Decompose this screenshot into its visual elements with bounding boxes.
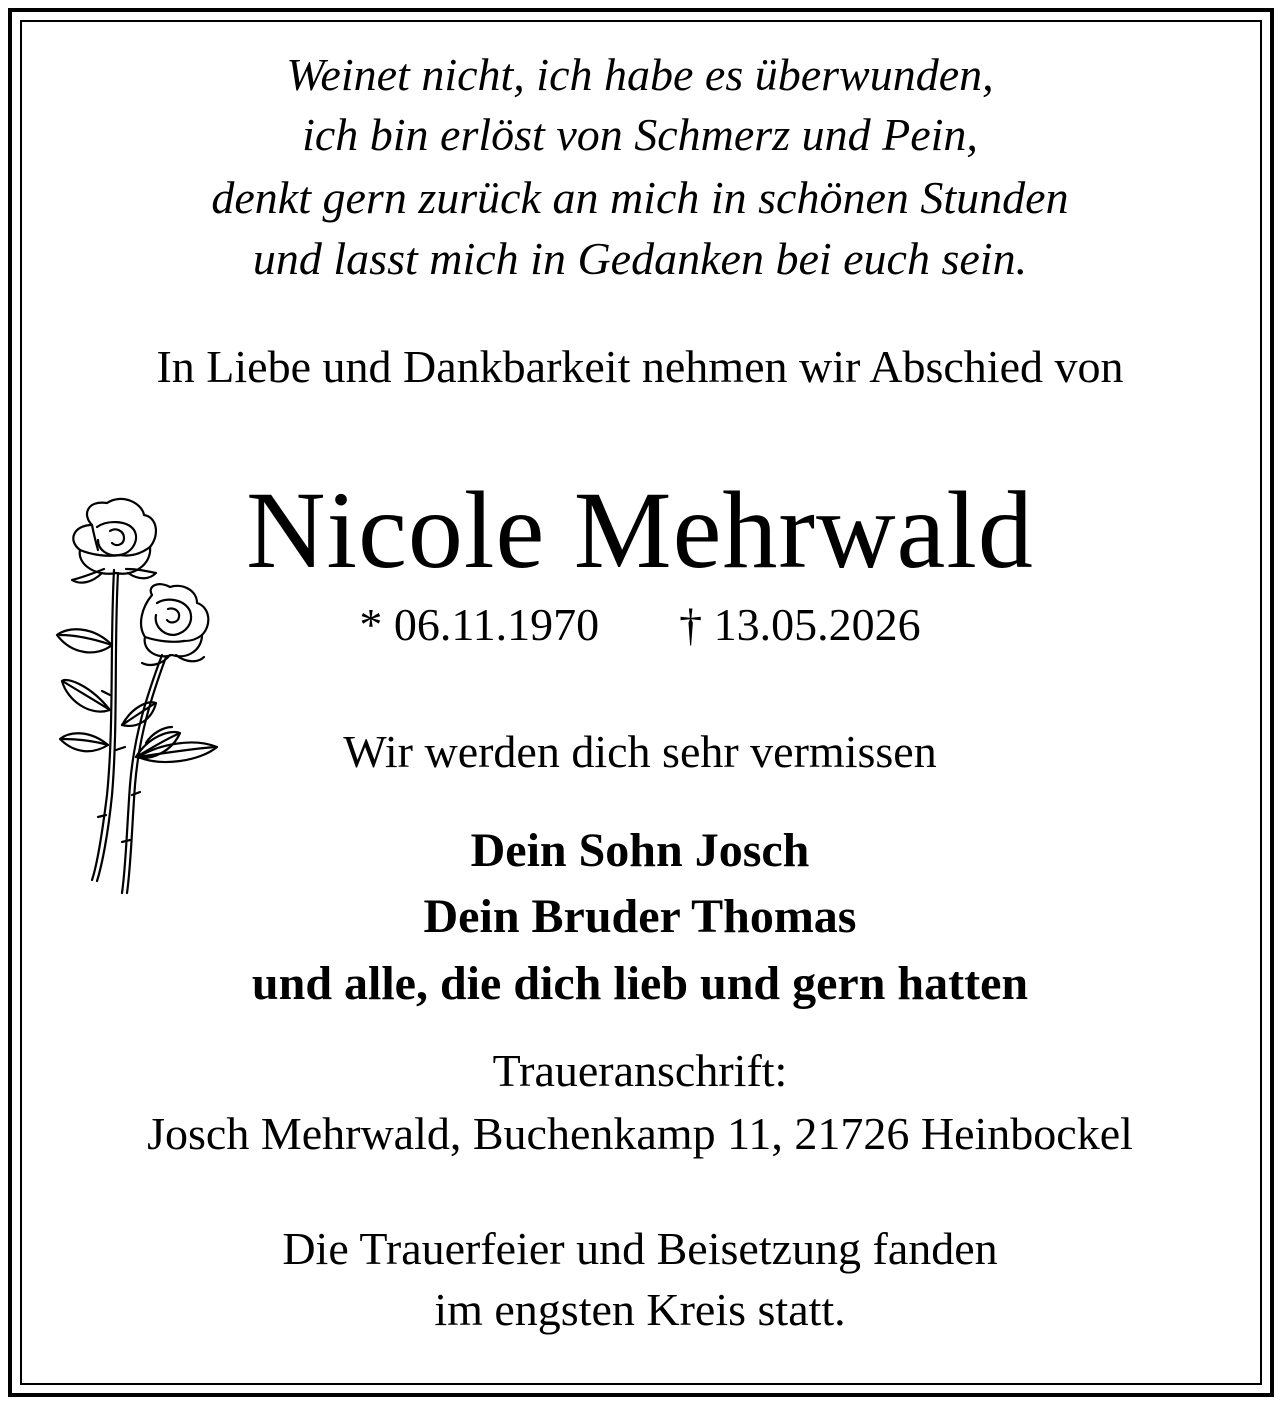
poem-line-1: Weinet nicht, ich habe es überwunden, xyxy=(286,49,994,100)
intro-text: In Liebe und Dankbarkeit nehmen wir Abschied von xyxy=(156,341,1124,392)
address-label: Traueranschrift: xyxy=(492,1045,788,1096)
ceremony-line-2: im engsten Kreis statt. xyxy=(434,1284,846,1335)
deceased-name: Nicole Mehrwald xyxy=(246,469,1034,591)
poem-line-3: denkt gern zurück an mich in schönen Stunden xyxy=(211,172,1069,223)
roses-icon xyxy=(52,495,232,905)
birth-date: * 06.11.1970 xyxy=(359,599,600,650)
poem-line-4: und lasst mich in Gedanken bei euch sein. xyxy=(252,233,1028,284)
poem-line-2: ich bin erlöst von Schmerz und Pein, xyxy=(302,109,978,160)
address-text: Josch Mehrwald, Buchenkamp 11, 21726 Heinbockel xyxy=(147,1108,1133,1159)
ceremony-line-1: Die Trauerfeier und Beisetzung fanden xyxy=(282,1223,998,1274)
mourner-line-3: und alle, die dich lieb und gern hatten xyxy=(251,957,1029,1010)
death-date: † 13.05.2026 xyxy=(679,599,921,650)
mourner-line-1: Dein Sohn Josch xyxy=(470,824,810,877)
miss-text: Wir werden dich sehr vermissen xyxy=(343,726,937,777)
mourner-line-2: Dein Bruder Thomas xyxy=(423,890,857,943)
